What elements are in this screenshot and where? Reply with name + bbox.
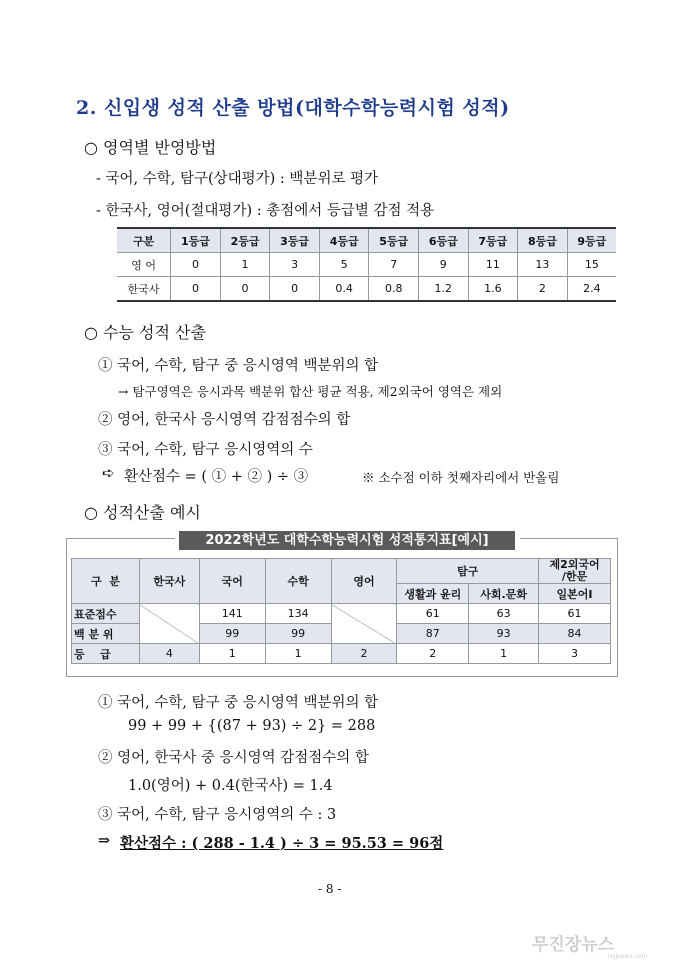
col-header: 4등급: [319, 228, 369, 253]
table-cell: 0.8: [369, 277, 419, 302]
table-cell: 1: [220, 253, 270, 277]
table-cell: 1: [265, 644, 331, 664]
table-row-grade: [72, 644, 611, 664]
calc-item-1: ① 국어, 수학, 탐구 중 응시영역 백분위의 합: [98, 358, 379, 374]
table-cell: 2: [518, 277, 568, 302]
row-label-standard: 표준점수: [72, 604, 140, 624]
table-cell: 3: [270, 253, 320, 277]
table-cell: 2.4: [567, 277, 616, 302]
table-cell: 61: [397, 604, 469, 624]
empty-cell-slash: [139, 604, 199, 644]
table-cell: 7: [369, 253, 419, 277]
table-cell: 0: [270, 277, 320, 302]
col-header: 3등급: [270, 228, 320, 253]
row-label-percentile: 백 분 위: [72, 624, 140, 644]
header-korean-history: 한국사: [139, 559, 199, 604]
grade-deduction-table: [117, 227, 616, 302]
table-row-standard-score: [72, 604, 611, 624]
calc-item-1-note: → 탐구영역은 응시과목 백분위 합산 평균 적용, 제2외국어 영역은 제외: [118, 384, 503, 399]
heading-score-calc: ○ 수능 성적 산출: [84, 323, 206, 342]
example-calc-2-value: 1.0(영어) + 0.4(한국사) = 1.4: [128, 778, 333, 794]
col-header: 구분: [117, 228, 171, 253]
col-header: 1등급: [171, 228, 221, 253]
final-result: 환산점수 : ( 288 - 1.4 ) ÷ 3 = 95.53 = 96점: [120, 835, 444, 852]
watermark-url: mjjnews.com: [608, 953, 648, 960]
table-cell: 141: [199, 604, 265, 624]
example-calc-1-value: 99 + 99 + {(87 + 93) ÷ 2} = 288: [128, 718, 376, 734]
report-card-table: [71, 558, 611, 664]
arrow-icon: ➪: [102, 464, 115, 482]
row-label-grade: 등 급: [72, 644, 140, 664]
table-cell: 1: [199, 644, 265, 664]
header-japanese: 일본어Ⅰ: [539, 584, 611, 604]
calc-item-2: ② 영어, 한국사 응시영역 감점점수의 합: [98, 412, 351, 428]
table-cell: 11: [468, 253, 518, 277]
table-cell: 3: [539, 644, 611, 664]
formula-note: ※ 소수점 이하 첫째자리에서 반올림: [362, 470, 560, 485]
table-cell: 1.6: [468, 277, 518, 302]
table-cell: 2: [331, 644, 397, 664]
line-absolute-eval: - 한국사, 영어(절대평가) : 총점에서 등급별 감점 적용: [96, 203, 435, 219]
example-calc-3: ③ 국어, 수학, 탐구 응시영역의 수 : 3: [98, 807, 337, 823]
example-calc-1: ① 국어, 수학, 탐구 중 응시영역 백분위의 합: [98, 695, 379, 711]
table-cell: 93: [469, 624, 539, 644]
header-english: 영어: [331, 559, 397, 604]
col-header: 2등급: [220, 228, 270, 253]
formula: 환산점수 = ( ① + ② ) ÷ ③: [124, 469, 309, 485]
header-math: 수학: [265, 559, 331, 604]
col-header: 8등급: [518, 228, 568, 253]
table-cell: 61: [539, 604, 611, 624]
table-cell: 0: [220, 277, 270, 302]
section-title: 2. 신입생 성적 산출 방법(대학수학능력시험 성적): [76, 97, 510, 119]
table-row: [117, 253, 616, 277]
table-cell: 0: [171, 253, 221, 277]
header-korean: 국어: [199, 559, 265, 604]
col-header: 6등급: [419, 228, 469, 253]
col-header: 9등급: [567, 228, 616, 253]
header-gubun: 구 분: [72, 559, 140, 604]
example-calc-2: ② 영어, 한국사 중 응시영역 감점점수의 합: [98, 750, 369, 766]
heading-reflection-method: ○ 영역별 반영방법: [84, 138, 217, 157]
table-cell: 15: [567, 253, 616, 277]
table-header-row: [117, 228, 616, 253]
table-cell: 영 어: [117, 253, 171, 277]
table-row: [117, 277, 616, 302]
calc-item-3: ③ 국어, 수학, 탐구 응시영역의 수: [98, 442, 313, 458]
table-cell: 87: [397, 624, 469, 644]
empty-cell-slash: [331, 604, 397, 644]
header-ethics: 생활과 윤리: [397, 584, 469, 604]
table-cell: 0: [171, 277, 221, 302]
col-header: 5등급: [369, 228, 419, 253]
report-card-banner: 2022학년도 대학수학능력시험 성적통지표[예시]: [179, 531, 515, 550]
table-cell: 1: [469, 644, 539, 664]
table-cell: 99: [265, 624, 331, 644]
table-cell: 5: [319, 253, 369, 277]
header-society: 사회.문화: [469, 584, 539, 604]
final-arrow-icon: ⇒: [98, 832, 111, 849]
table-cell: 99: [199, 624, 265, 644]
table-cell: 2: [397, 644, 469, 664]
header-tamgu: 탐구: [397, 559, 539, 584]
col-header: 7등급: [468, 228, 518, 253]
table-cell: 9: [419, 253, 469, 277]
table-cell: 13: [518, 253, 568, 277]
line-relative-eval: - 국어, 수학, 탐구(상대평가) : 백분위로 평가: [96, 171, 379, 187]
table-cell: 4: [139, 644, 199, 664]
table-cell: 84: [539, 624, 611, 644]
page-number: - 8 -: [318, 882, 342, 896]
watermark-logo: 무진장뉴스: [532, 935, 615, 955]
table-cell: 0.4: [319, 277, 369, 302]
header-second-language: 제2외국어 /한문: [539, 559, 611, 584]
table-cell: 한국사: [117, 277, 171, 302]
table-cell: 134: [265, 604, 331, 624]
table-cell: 63: [469, 604, 539, 624]
table-cell: 1.2: [419, 277, 469, 302]
heading-example: ○ 성적산출 예시: [84, 503, 201, 522]
